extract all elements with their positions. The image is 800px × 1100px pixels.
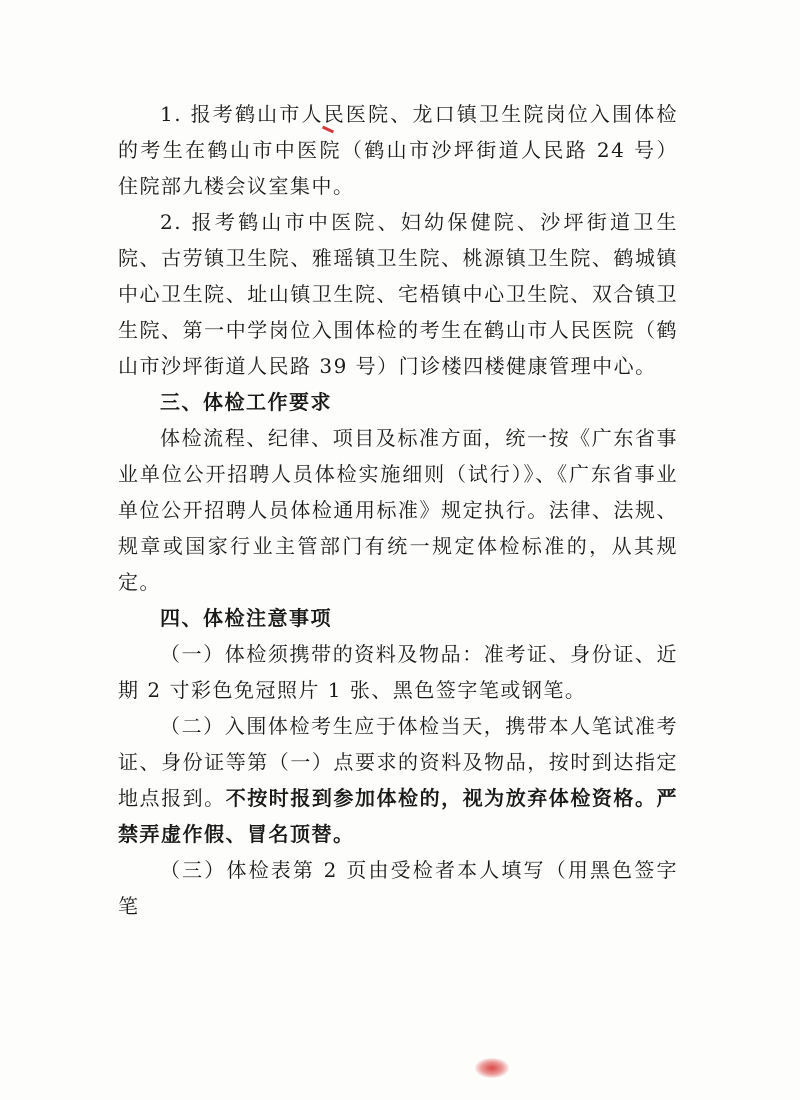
section-heading-3: 三、体检工作要求 <box>160 390 332 414</box>
paragraph-item-2: 2. 报考鹤山市中医院、妇幼保健院、沙坪街道卫生院、古劳镇卫生院、雅瑶镇卫生院、桃源镇卫生院、鹤城镇中心卫生院、址山镇卫生院、宅梧镇中心卫生院、双合镇卫生院、第一中学岗位入围体检的考生在鹤山市人民医院（鹤山市沙坪街道人民路 39 号）门诊楼四楼健康管理中心。 <box>118 210 678 378</box>
paragraph-requirements: 体检流程、纪律、项目及标准方面，统一按《广东省事业单位公开招聘人员体检实施细则（试行）》、《广东省事业单位公开招聘人员体检通用标准》规定执行。法律、法规、规章或国家行业主管部门有统一规定体检标准的，从其规定。 <box>118 426 678 594</box>
paragraph-item-1: 1. 报考鹤山市人民医院、龙口镇卫生院岗位入围体检的考生在鹤山市中医院（鹤山市沙坪街道人民路 24 号）住院部九楼会议室集中。 <box>118 102 678 198</box>
section-heading-4: 四、体检注意事项 <box>160 606 332 630</box>
red-seal-fragment <box>475 1058 509 1078</box>
paragraph-notice-1: （一）体检须携带的资料及物品：准考证、身份证、近期 2 寸彩色免冠照片 1 张、黑色签字笔或钢笔。 <box>118 642 678 702</box>
paragraph-notice-2 <box>118 708 678 852</box>
notice-2-bold-text: 不按时报到参加体检的，视为放弃体检资格。严禁弄虚作假、冒名顶替。 <box>118 786 679 846</box>
paragraph-notice-3: （三）体检表第 2 页由受检者本人填写（用黑色签字笔 <box>118 858 678 918</box>
notice-2-text: （二）入围体检考生应于体检当天，携带本人笔试准考证、身份证等第（一）点要求的资料及物品，按时到达指定地点报到。 <box>118 714 678 810</box>
